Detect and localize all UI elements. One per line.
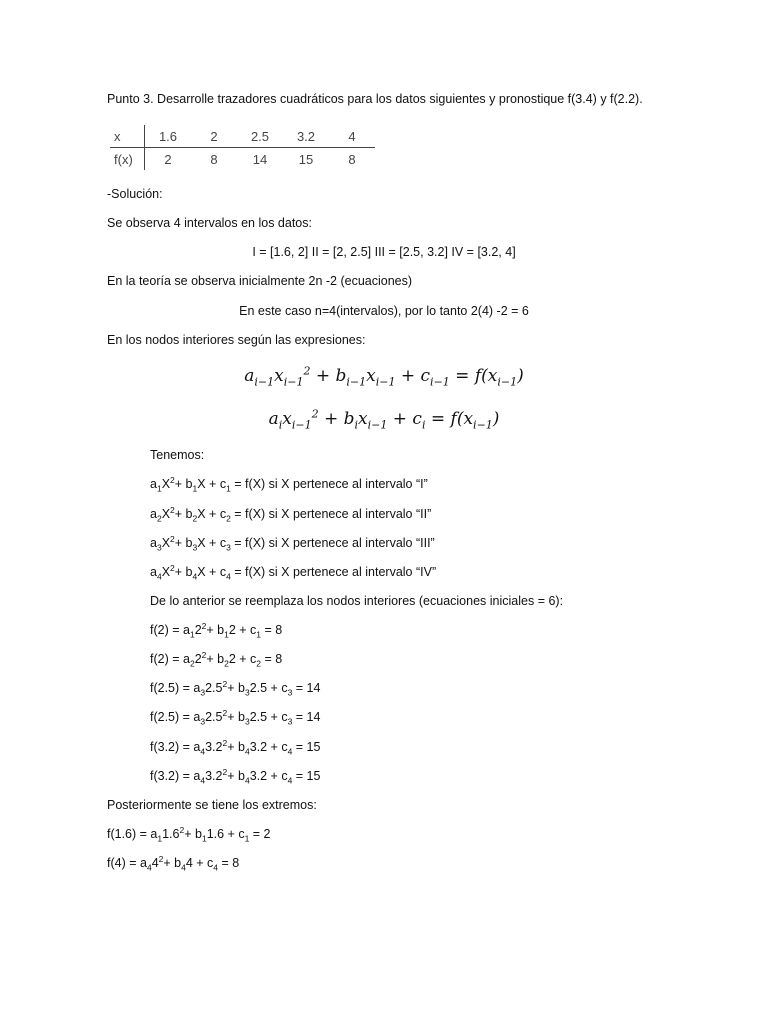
interior-equation: $f(3.2) = a_43.2^2+ b_43.2 + c_4 = 15$ [150, 766, 321, 786]
solution-heading: -Solución: [107, 187, 163, 201]
x-value: 1.6 [145, 125, 192, 148]
x-value: 3.2 [283, 125, 329, 148]
interior-equation: $f(2.5) = a_32.5^2+ b_32.5 + c_3 = 14$ [150, 678, 321, 698]
equation-continuity-right: $a_ix_{i-1}^2 + b_ix_{i-1} + c_i = f(x_{i-1})$ [268, 407, 500, 432]
spline-definition-4: $a_4X^2+ b_4X + c_4 = f(X)$ si X pertenece al intervalo “IV” [150, 562, 437, 582]
interior-equation: $f(2) = a_22^2+ b_22 + c_2 = 8$ [150, 649, 283, 669]
fx-value: 14 [252, 151, 268, 167]
problem-statement: Punto 3. Desarrolle trazadores cuadráticos para los datos siguientes y pronostique f(3.4) y f(2.2). [107, 92, 643, 106]
x-value: 4 [329, 125, 375, 148]
spline-definition-2: $a_2X^2+ b_2X + c_2 = f(X)$ si X pertenece al intervalo “II” [150, 504, 432, 524]
interior-nodes-intro: En los nodos interiores según las expresiones: [107, 333, 366, 347]
table-row-x [110, 125, 375, 148]
interior-equation: $f(3.2) = a_43.2^2+ b_43.2 + c_4 = 15$ [150, 737, 321, 757]
intervals-intro: Se observa 4 intervalos en los datos: [107, 216, 312, 230]
fx-value: 8 [210, 151, 218, 167]
interior-equation: $f(2.5) = a_32.5^2+ b_32.5 + c_3 = 14$ [150, 707, 321, 727]
case-line: En este caso n=4(intervalos), por lo tanto 2(4) -2 = 6 [239, 304, 529, 318]
spline-definition-1: $a_1X^2+ b_1X + c_1 = f(X)$ si X pertenece al intervalo “I” [150, 474, 428, 494]
fx-value: 2 [164, 151, 172, 167]
fx-value: 15 [298, 151, 314, 167]
spline-definition-3: $a_3X^2+ b_3X + c_3 = f(X)$ si X pertenece al intervalo “III” [150, 533, 435, 553]
fx-label: f(x) [110, 148, 145, 171]
extreme-equation: $f(4) = a_44^2+ b_44 + c_4 = 8$ [107, 853, 240, 873]
interior-equation: $f(2) = a_12^2+ b_12 + c_1 = 8$ [150, 620, 283, 640]
x-value: 2 [191, 125, 237, 148]
tenemos-label: Tenemos: [150, 448, 205, 462]
fx-value: 8 [348, 151, 356, 167]
intervals-list: I = [1.6, 2] II = [2, 2.5] III = [2.5, 3.2] IV = [3.2, 4] [252, 245, 516, 259]
data-table [110, 125, 375, 170]
theory-line: En la teoría se observa inicialmente 2n -2 (ecuaciones) [107, 274, 413, 288]
x-label: x [110, 125, 145, 148]
x-value: 2.5 [237, 125, 283, 148]
extreme-equation: $f(1.6) = a_11.6^2+ b_11.6 + c_1 = 2$ [107, 824, 271, 844]
table-row-fx [110, 148, 375, 171]
extremes-intro: Posteriormente se tiene los extremos: [107, 798, 317, 812]
equation-continuity-left: $a_{i-1}x_{i-1}^2 + b_{i-1}x_{i-1} + c_{i-1} = f(x_{i-1})$ [244, 364, 524, 389]
replace-intro: De lo anterior se reemplaza los nodos interiores (ecuaciones iniciales = 6): [150, 594, 564, 608]
